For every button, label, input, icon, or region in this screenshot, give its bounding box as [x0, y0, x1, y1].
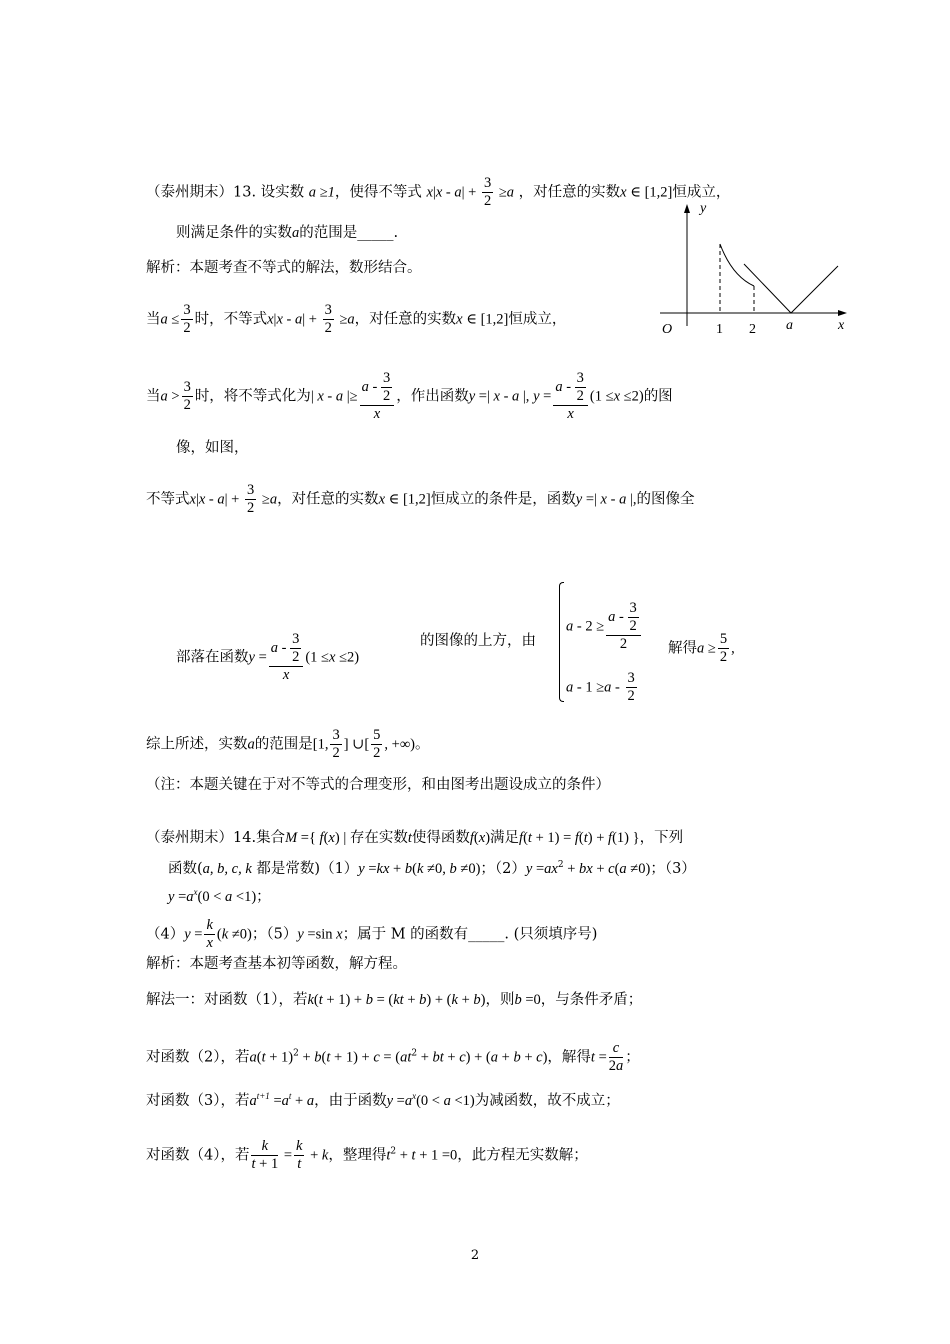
p13-summary: 综上所述，实数a的范围是[1, $\frac{3}{2}$ ] ∪[ $\frac{5}{2}$ , +∞)。: [146, 727, 430, 761]
y-axis-label: y: [700, 201, 707, 216]
p14-line3: $y =a^x(0 < a <1)$；: [168, 887, 271, 905]
p14-line2: 函数(a, b, c, k 都是常数)（1）y =kx + b(k ≠0, b ≠0)；$(2)y =ax^2$ + bx + c(a ≠0)；（3）: [168, 860, 696, 877]
p14-line4: （4）y = $\frac{k}{x}$ (k ≠0)；（5）y =sin x；属于 M 的函数有_____. (只须填序号): [146, 917, 598, 951]
system-eq2: a - 1 ≥a - $\frac{3}{2}$: [566, 670, 635, 704]
p13-cond: a ≥1: [308, 184, 335, 201]
p13-note: （注：本题关键在于对不等式的合理变形，和由图考出题设成立的条件）: [146, 777, 610, 793]
p13-below: 部落在函数y = a - $\frac{3}{2}$ x (1 ≤x ≤2): [176, 631, 360, 683]
x-axis-label: x: [838, 318, 845, 333]
tick-a: a: [786, 318, 793, 333]
p13-source: （泰州期末）13.: [146, 184, 257, 201]
p13-analysis: 解析：本题考查不等式的解法，数形结合。: [146, 260, 422, 276]
p14-source: （泰州期末）14.: [146, 830, 257, 846]
p14-m3: 对函数（3），若$a^{t+1} =a^t + a$，由于函数$y =a^x(0 < a <1)$为减函数，故不成立；: [146, 1091, 620, 1109]
p13-case2: 当a > $\frac{3}{2}$ 时，将不等式化为| x - a |≥ a - $\frac{3}{2}$ x ，作出函数y =| x - a |, y = a - $\frac{3}{2}$ x (1 ≤x ≤2)的图: [146, 370, 673, 422]
system-brace: [559, 582, 564, 702]
p14-m4: 对函数（4），若 $\frac{k}{t + 1}$ = $\frac{k}{t}$ + k，整理得$t^2 + t + 1 =0$，此方程无实数解；: [146, 1138, 588, 1172]
answer-blank-14: _____. (只须填序号): [468, 926, 598, 943]
function-graph: [640, 198, 855, 343]
answer-blank: _____.: [357, 225, 399, 241]
p14-analysis: 解析：本题考查基本初等函数，解方程。: [146, 956, 407, 972]
system-eq1: a - 2 ≥ a - $\frac{3}{2}$ 2: [566, 600, 643, 653]
p13-condition: 不等式x|x - a| + $\frac{3}{2}$ ≥a，对任意的实数x ∈ [1,2]恒成立的条件是，函数y =| x - a |,的图像全: [146, 482, 695, 516]
tick-1: 1: [716, 322, 723, 337]
p14-m1: 解法一：对函数（1），若k(t + 1) + b = (kt + b) + (k + b)，则b =0，与条件矛盾；: [146, 992, 643, 1008]
origin-label: O: [662, 322, 673, 337]
p13-line2: 则满足条件的实数a的范围是_____.: [176, 225, 399, 241]
p14-m2: 对函数（2），若$a(t + 1)^2 + b(t + 1) + c = (at^2$ + bt + c) + (a + b + c)，解得t = $\frac{c}{2a}$ ；: [146, 1040, 640, 1074]
page-number: 2: [470, 1248, 480, 1263]
p14-line1: （泰州期末）14.集合M ={ f(x) | 存在实数t使得函数f(x)满足f(t + 1) = f(t) + f(1) }，下列: [146, 830, 684, 846]
p13-line1: （泰州期末）13. 设实数 a ≥1，使得不等式 x|x - a| + $\frac{3}{2}$ ≥a ，对任意的实数x ∈ [1,2]恒成立，: [146, 175, 731, 209]
hyperbola-curve: [720, 244, 754, 286]
abs-value-curve: [744, 264, 838, 313]
tick-2: 2: [749, 322, 756, 337]
system-result: 解得a ≥ $\frac{5}{2}$ ,: [668, 631, 735, 665]
p13-case1: 当a ≤ $\frac{3}{2}$ 时，不等式x|x - a| + $\frac{3}{2}$ ≥a，对任意的实数x ∈ [1,2]恒成立，: [146, 302, 567, 336]
